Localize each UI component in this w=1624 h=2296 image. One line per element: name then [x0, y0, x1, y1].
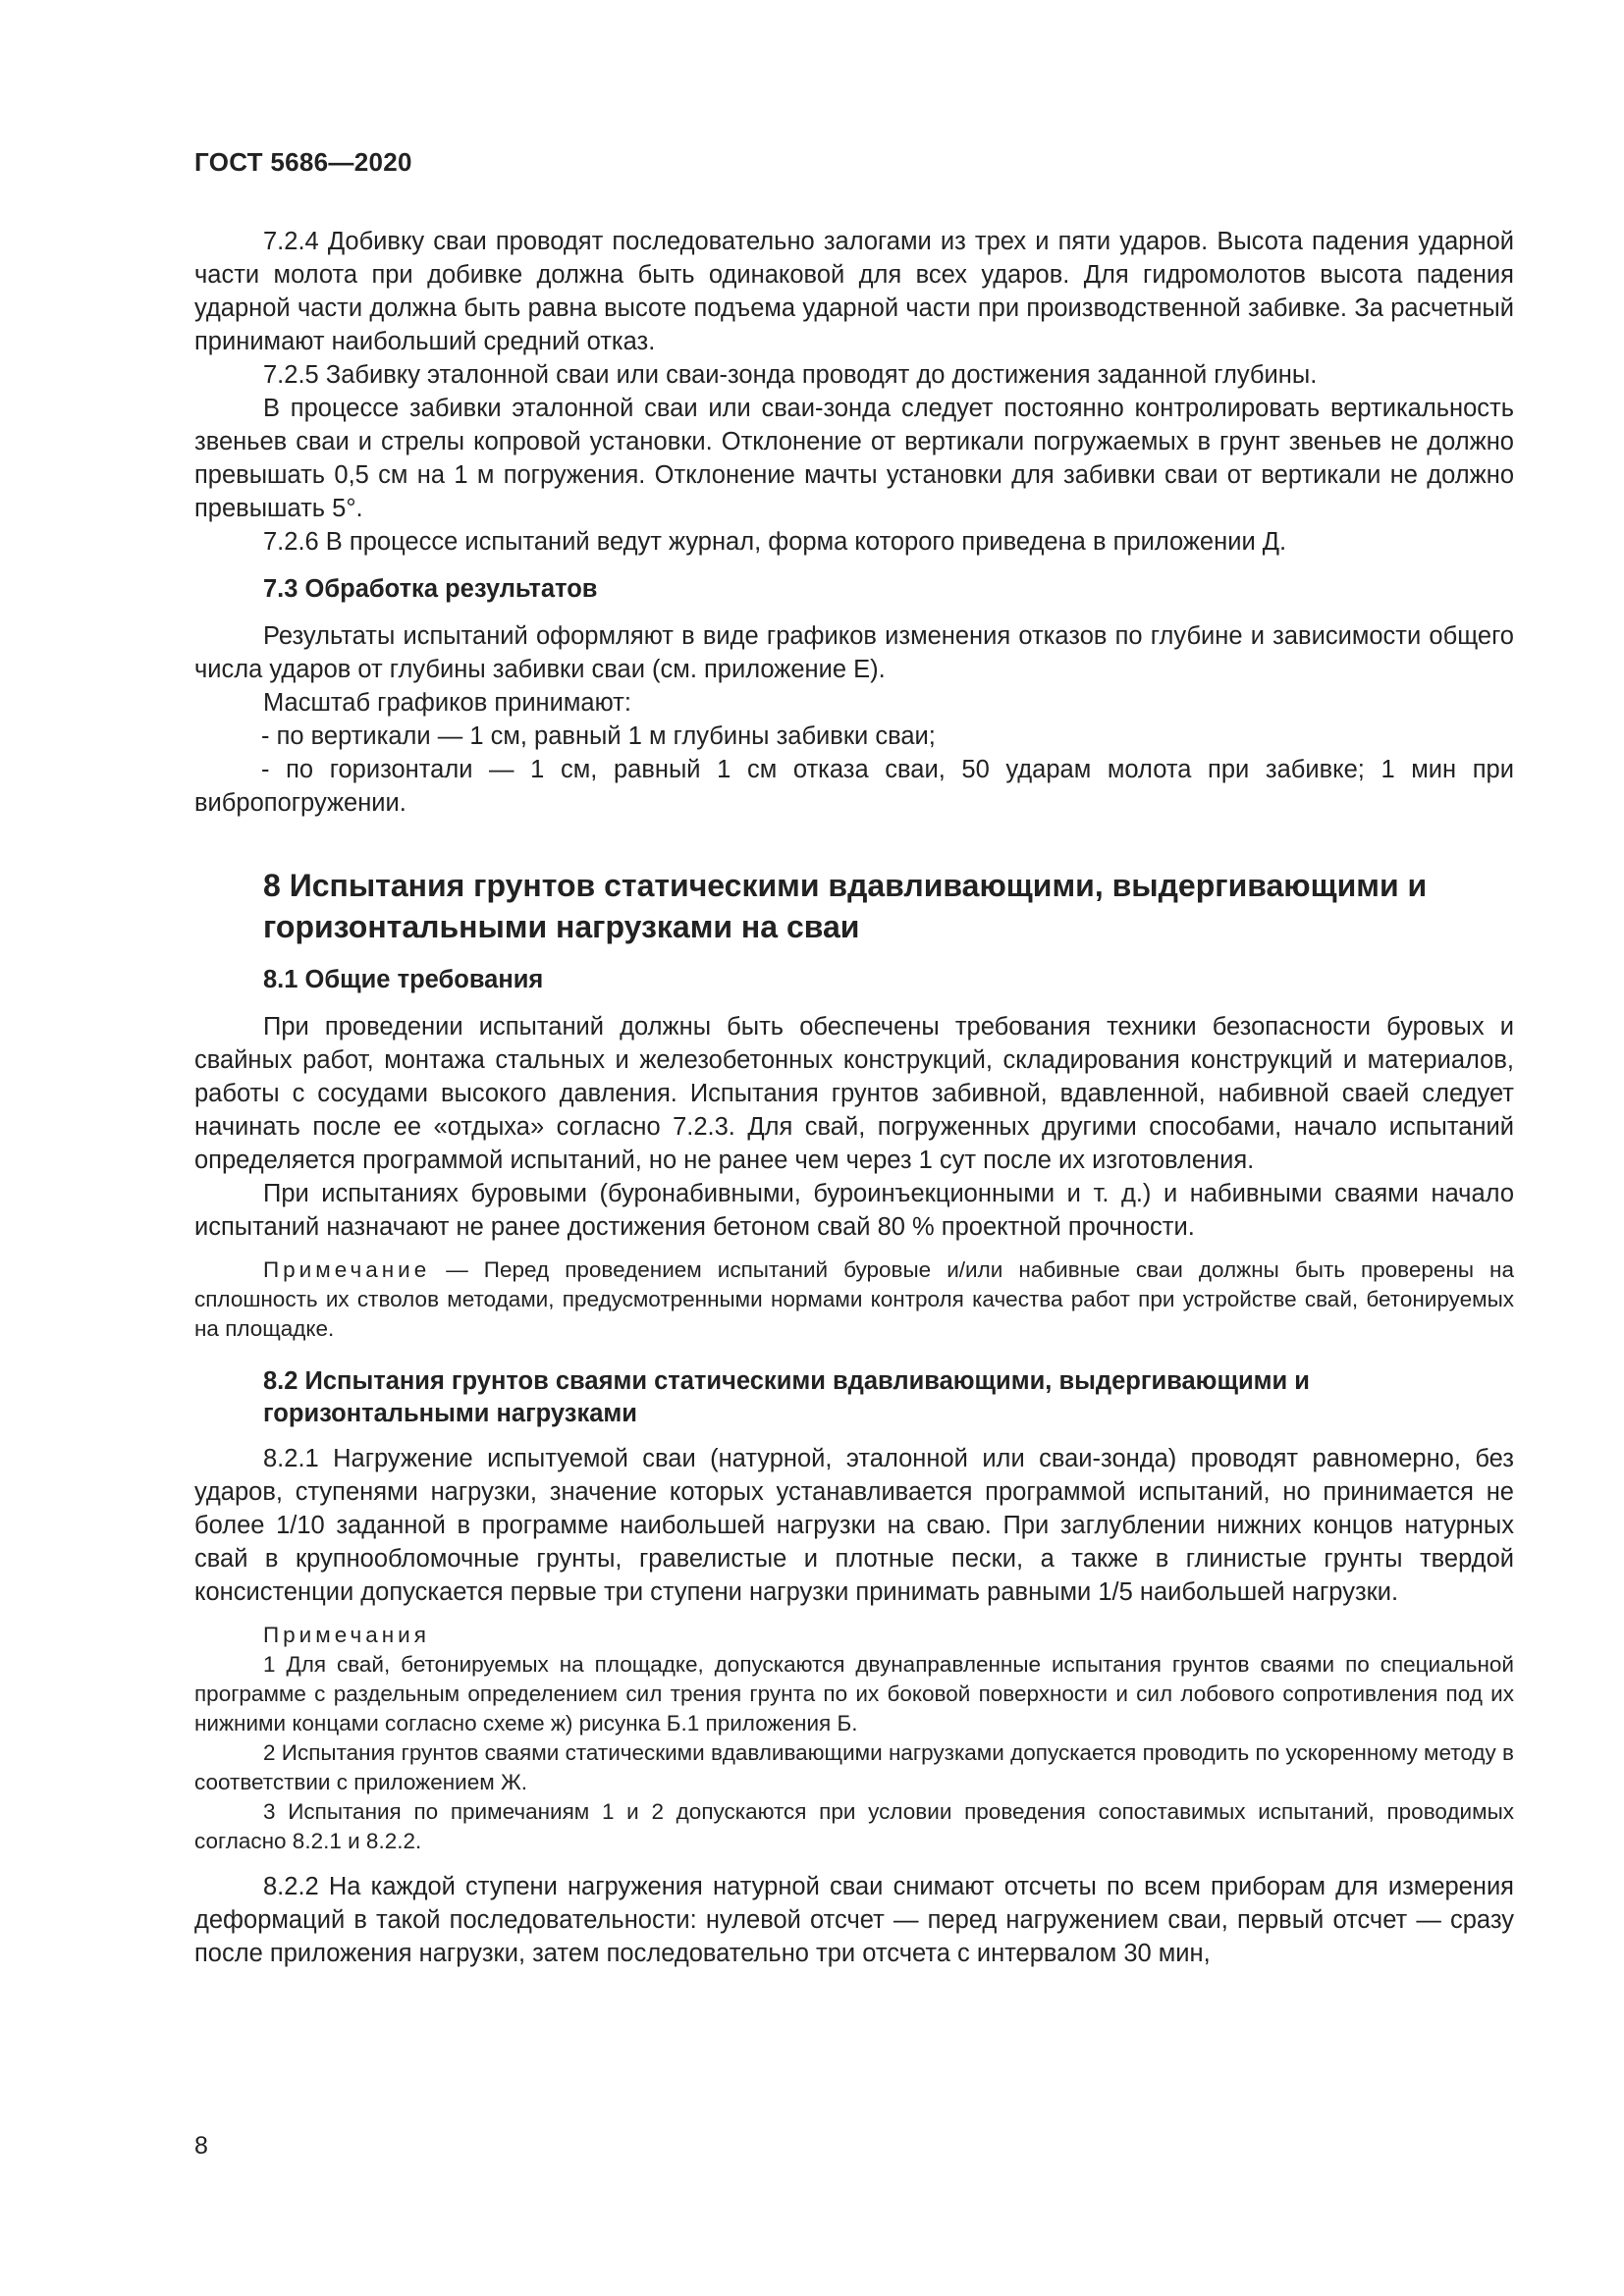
paragraph-7-2-5: 7.2.5 Забивку эталонной сваи или сваи-зонда проводят до достижения заданной глубины. — [263, 361, 1318, 389]
heading-7-3: 7.3 Обработка результатов — [263, 575, 598, 603]
list-item-horizontal-scale: - по горизонтали — 1 см, равный 1 см отказа сваи, 50 ударам молота при забивке; 1 мин при вибропогружении. — [194, 756, 1514, 817]
paragraph-8-2-1: 8.2.1 Нагружение испытуемой сваи (натурной, эталонной или сваи-зонда) проводят равномерно, без ударов, ступенями нагрузки, значение которых устанавливается программой испытаний, но принимается не более 1/10 заданной в программе наибольшей нагрузки на сваю. При заглублении нижних концов натурных свай в крупнообломочные грунты, гравелистые и плотные пески, а также в глинистые грунты твердой консистенции допускается первые три ступени нагрузки принимать равными 1/5 наибольшей нагрузки. — [194, 1445, 1514, 1606]
paragraph-7-2-4: 7.2.4 Добивку сваи проводят последовательно залогами из трех и пяти ударов. Высота падения ударной части молота при добивке должна быть одинаковой для всех ударов. Для гидромолотов высота падения ударной части должна быть равна высоте подъема ударной части при производственной забивке. За расчетный принимают наибольший средний отказ. — [194, 228, 1514, 355]
note-8-2-item-3: 3 Испытания по примечаниям 1 и 2 допускаются при условии проведения сопоставимых испытаний, проводимых согласно 8.2.1 и 8.2.2. — [194, 1799, 1514, 1853]
heading-8-2: 8.2 Испытания грунтов сваями статическими вдавливающими, выдергивающими и горизонтальными нагрузками — [263, 1367, 1310, 1427]
section-heading-8: 8 Испытания грунтов статическими вдавливающими, выдергивающими и горизонтальными нагрузками на сваи — [263, 868, 1428, 944]
note-label: Примечание — [263, 1257, 431, 1282]
document-header: ГОСТ 5686—2020 — [194, 147, 412, 177]
paragraph-7-3-scale: Масштаб графиков принимают: — [263, 689, 631, 717]
heading-8-1: 8.1 Общие требования — [263, 966, 544, 993]
notes-8-2 — [194, 1621, 1514, 1856]
notes-label — [194, 1621, 1514, 1650]
note-body: — Перед проведением испытаний буровые и/или набивные сваи должны быть проверены на сплошность их стволов методами, предусмотренными нормами контроля качества работ при устройстве свай, бетонируемых на площадке. — [194, 1257, 1514, 1341]
paragraph-7-3-results: Результаты испытаний оформляют в виде графиков изменения отказов по глубине и зависимости общего числа ударов от глубины забивки сваи (см. приложение Е). — [194, 622, 1514, 683]
note-8-2-item-2: 2 Испытания грунтов сваями статическими вдавливающими нагрузками допускается проводить по ускоренному методу в соответствии с приложением Ж. — [194, 1740, 1514, 1794]
note-8-2-item-1: 1 Для свай, бетонируемых на площадке, допускаются двунаправленные испытания грунтов сваями по специальной программе с раздельным определением сил трения грунта по их боковой поверхности и сил лобового сопротивления под их нижними концами согласно схеме ж) рисунка Б.1 приложения Б. — [194, 1652, 1514, 1735]
paragraph-7-2-6: 7.2.6 В процессе испытаний ведут журнал, форма которого приведена в приложении Д. — [263, 528, 1287, 556]
notes-label-text: Примечания — [263, 1623, 430, 1647]
list-item-vertical-scale: - по вертикали — 1 см, равный 1 м глубины забивки сваи; — [261, 722, 936, 750]
paragraph-7-2-5-continued: В процессе забивки эталонной сваи или сваи-зонда следует постоянно контролировать вертикальность звеньев сваи и стрелы копровой установки. Отклонение от вертикали погружаемых в грунт звеньев не должно превышать 0,5 см на 1 м погружения. Отклонение мачты установки для забивки сваи от вертикали не должно превышать 5°. — [194, 395, 1514, 522]
page-number: 8 — [194, 2132, 208, 2160]
paragraph-8-1-bored-piles: При испытаниях буровыми (буронабивными, буроинъекционными и т. д.) и набивными сваями начало испытаний назначают не ранее достижения бетоном свай 80 % проектной прочности. — [194, 1180, 1514, 1241]
document-body — [194, 225, 1514, 1970]
paragraph-8-2-2: 8.2.2 На каждой ступени нагружения натурной сваи снимают отсчеты по всем приборам для измерения деформаций в такой последовательности: нулевой отсчет — перед нагружением сваи, первый отсчет — сразу после приложения нагрузки, затем последовательно три отсчета с интервалом 30 мин, — [194, 1873, 1514, 1967]
paragraph-8-1-safety: При проведении испытаний должны быть обеспечены требования техники безопасности буровых и свайных работ, монтажа стальных и железобетонных конструкций, складирования конструкций и материалов, работы с сосудами высокого давления. Испытания грунтов забивной, вдавленной, набивной сваей следует начинать после ее «отдыха» согласно 7.2.3. Для свай, погруженных другими способами, начало испытаний определяется программой испытаний, но не ранее чем через 1 сут после их изготовления. — [194, 1013, 1514, 1174]
note-8-1-text — [194, 1255, 1514, 1344]
note-8-1 — [194, 1255, 1514, 1344]
